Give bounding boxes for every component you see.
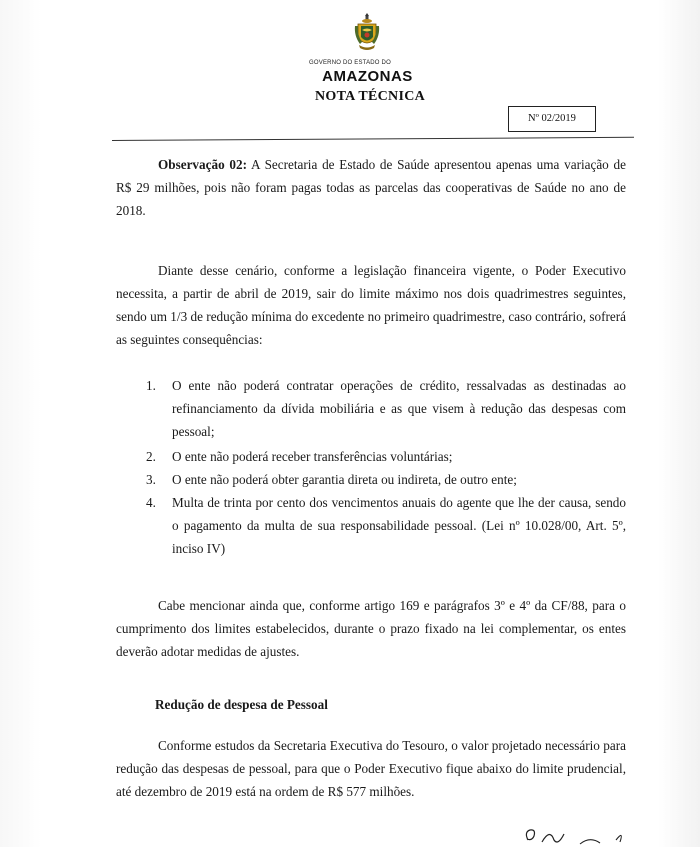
list-item xyxy=(140,374,626,443)
document-number-box: Nº 02/2019 xyxy=(508,106,596,132)
list-item-number: 2. xyxy=(146,449,156,464)
state-name: AMAZONAS xyxy=(322,68,413,85)
list-item-text: Multa de trinta por cento dos vencimentos anuais do agente que lhe der causa, sendo o pagamento da multa de sua responsabilidade pessoal. (Lei nº 10.028/00, Art. 5º, inciso IV) xyxy=(172,495,626,556)
list-item xyxy=(140,468,626,491)
header-divider xyxy=(112,137,634,141)
observation-paragraph xyxy=(116,153,626,222)
list-item-number: 3. xyxy=(146,472,156,487)
list-item-number: 1. xyxy=(146,378,156,393)
section-heading: Redução de despesa de Pessoal xyxy=(155,697,328,712)
list-item-text: O ente não poderá receber transferências voluntárias; xyxy=(172,449,453,464)
list-item-text: O ente não poderá contratar operações de crédito, ressalvadas as destinadas ao refinanciamento da dívida mobiliária e as que visem à redução das despesas com pessoal; xyxy=(172,378,626,439)
document-type: NOTA TÉCNICA xyxy=(314,89,426,104)
observation-text: A Secretaria de Estado de Saúde apresentou apenas uma variação de R$ 29 milhões, pois não foram pagas todas as parcelas das cooperativas de Saúde no ano de 2018. xyxy=(116,157,626,218)
handwritten-initials-icon xyxy=(520,822,630,847)
list-item-text: O ente não poderá obter garantia direta ou indireta, de outro ente; xyxy=(172,472,517,487)
scenario-text: Diante desse cenário, conforme a legislação financeira vigente, o Poder Executivo necessita, a partir de abril de 2019, sair do limite máximo nos dois quadrimestres seguintes, sendo um 1/3 de redução mínima do excedente no primeiro quadrimestre, caso contrário, sofrerá as seguintes consequências: xyxy=(116,263,626,347)
list-item xyxy=(140,491,626,560)
government-line: GOVERNO DO ESTADO DO xyxy=(309,60,391,66)
adjustments-paragraph xyxy=(116,594,626,663)
list-item-number: 4. xyxy=(146,495,156,510)
reduction-text: Conforme estudos da Secretaria Executiva do Tesouro, o valor projetado necessário para redução das despesas de pessoal, para que o Poder Executivo fique abaixo do limite prudencial, até dezembro de 2019 está na ordem de R$ 577 milhões. xyxy=(116,738,626,799)
adjustments-text: Cabe mencionar ainda que, conforme artigo 169 e parágrafos 3º e 4º da CF/88, para o cumprimento dos limites estabelecidos, durante o prazo fixado na lei complementar, os entes deverão adotar medidas de ajustes. xyxy=(116,598,626,659)
consequences-list xyxy=(140,374,626,560)
coat-of-arms-icon xyxy=(352,12,382,56)
list-item xyxy=(140,445,626,468)
reduction-paragraph xyxy=(116,734,626,803)
scenario-paragraph xyxy=(116,259,626,351)
observation-label: Observação 02: xyxy=(158,157,247,172)
